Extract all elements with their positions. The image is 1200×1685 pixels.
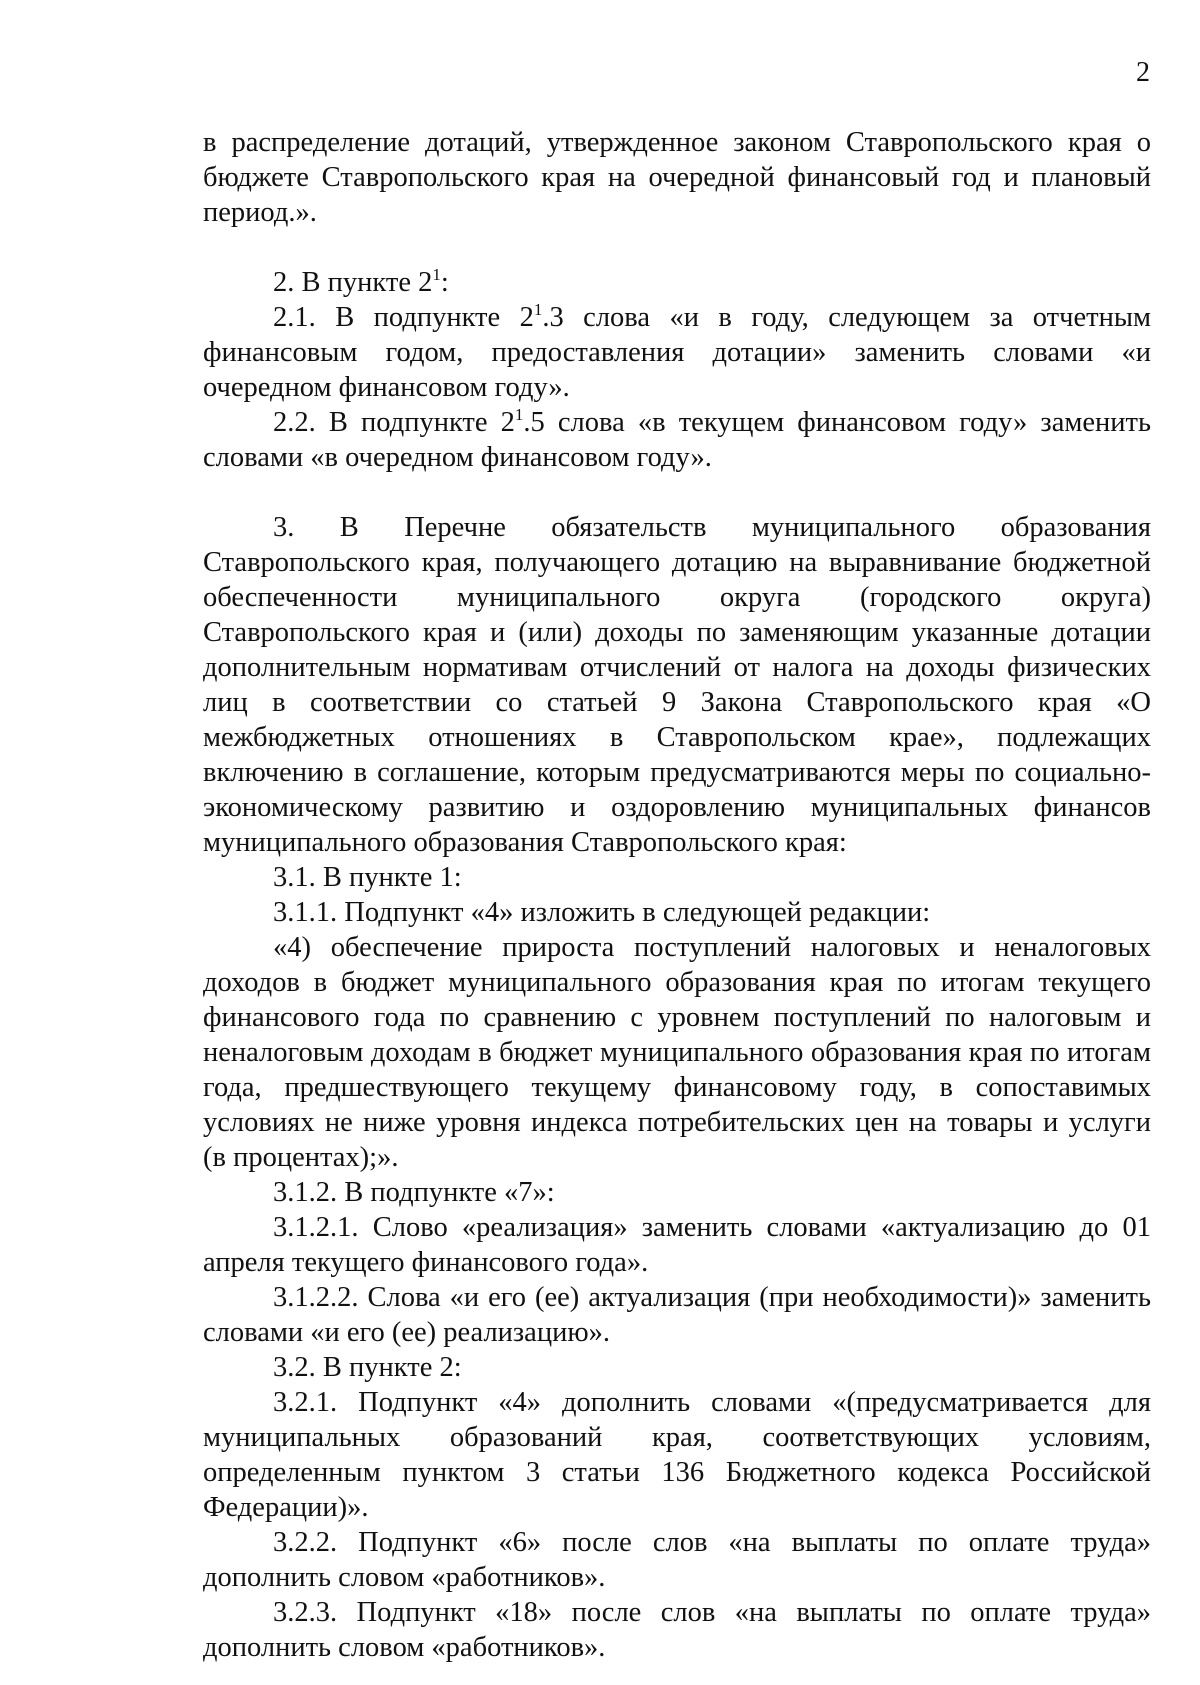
paragraph (203, 405, 1151, 475)
paragraph: 3.2.2. Подпункт «6» после слов «на выплаты по оплате труда» дополнить словом «работников». (203, 1527, 1151, 1593)
superscript: 1 (432, 264, 441, 284)
paragraph-gap (203, 230, 1151, 265)
paragraph: 3.2.3. Подпункт «18» после слов «на выплаты по оплате труда» дополнить словом «работников». (203, 1597, 1151, 1663)
document-body (203, 125, 1151, 1665)
paragraph (203, 300, 1151, 405)
paragraph: 3.1. В пункте 1: (273, 862, 462, 893)
paragraph-text: 2.1. В подпункте 2 (273, 302, 534, 333)
paragraph-text: : (440, 267, 449, 298)
superscript: 1 (514, 404, 524, 424)
paragraph: «4) обеспечение прироста поступлений налоговых и неналоговых доходов в бюджет муниципального образования края по итогам текущего финансового года по сравнению с уровнем поступлений по налоговым и неналоговым доходам в бюджет муниципального образования края по итогам года, предшествующего текущему финансовому году, в сопоставимых условиях не ниже уровня индекса потребительских цен на товары и услуги (203, 932, 1151, 1138)
paragraph-text: .3 слова «и в году, следующем за отчетным финансовым годом, предоставления дотации» заменить словами «и очередном финансовом году». (203, 302, 1152, 403)
paragraph-text: 2. В пункте 2 (273, 267, 433, 298)
paragraph-text: .5 слова «в текущем финансовом году» заменить словами «в очередном финансовом году». (203, 407, 1151, 473)
superscript: 1 (533, 299, 543, 319)
paragraph: 3.1.2.2. Слова «и его (ее) актуализация (при необходимости)» заменить словами «и его (ее) реализацию». (203, 1282, 1151, 1348)
paragraph-gap (203, 475, 1151, 510)
page-number: 2 (1136, 57, 1150, 88)
paragraph-text: 2.2. В подпункте 2 (273, 407, 515, 438)
paragraph: 3.1.1. Подпункт «4» изложить в следующей редакции: (273, 897, 931, 928)
paragraph: 3.2. В пункте 2: (273, 1352, 462, 1383)
paragraph: в распределение дотаций, утвержденное законом Ставропольского края о бюджете Ставропольского края на очередной финансовый год и плановый период.». (203, 127, 1151, 228)
paragraph: 3. В Перечне обязательств муниципального образования Ставропольского края, получающего дотацию на выравнивание бюджетной обеспеченности муниципального округа (городского округа) Ставропольского края и (или) доходы по заменяющим указанные дотации дополнительным нормативам отчислений от налога на доходы физических лиц в соответствии со статьей 9 Закона Ставропольского края «О межбюджетных отношениях в Ставропольском крае», подлежащих включению в соглашение, которым предусматриваются меры по социально-экономическому развитию и оздоровлению муниципальных финансов муниципального образования Ставропольского края: (203, 512, 1151, 858)
paragraph (203, 265, 1151, 300)
paragraph: 3.1.2. В подпункте «7»: (273, 1177, 555, 1208)
paragraph: (в процентах);». (203, 1142, 399, 1173)
paragraph: 3.2.1. Подпункт «4» дополнить словами «(предусматривается для муниципальных образований края, соответствующих условиям, определенным пунктом 3 статьи 136 Бюджетного кодекса Российской Федерации)». (203, 1387, 1151, 1523)
paragraph: 3.1.2.1. Слово «реализация» заменить словами «актуализацию до 01 апреля текущего финансового года». (203, 1212, 1151, 1278)
